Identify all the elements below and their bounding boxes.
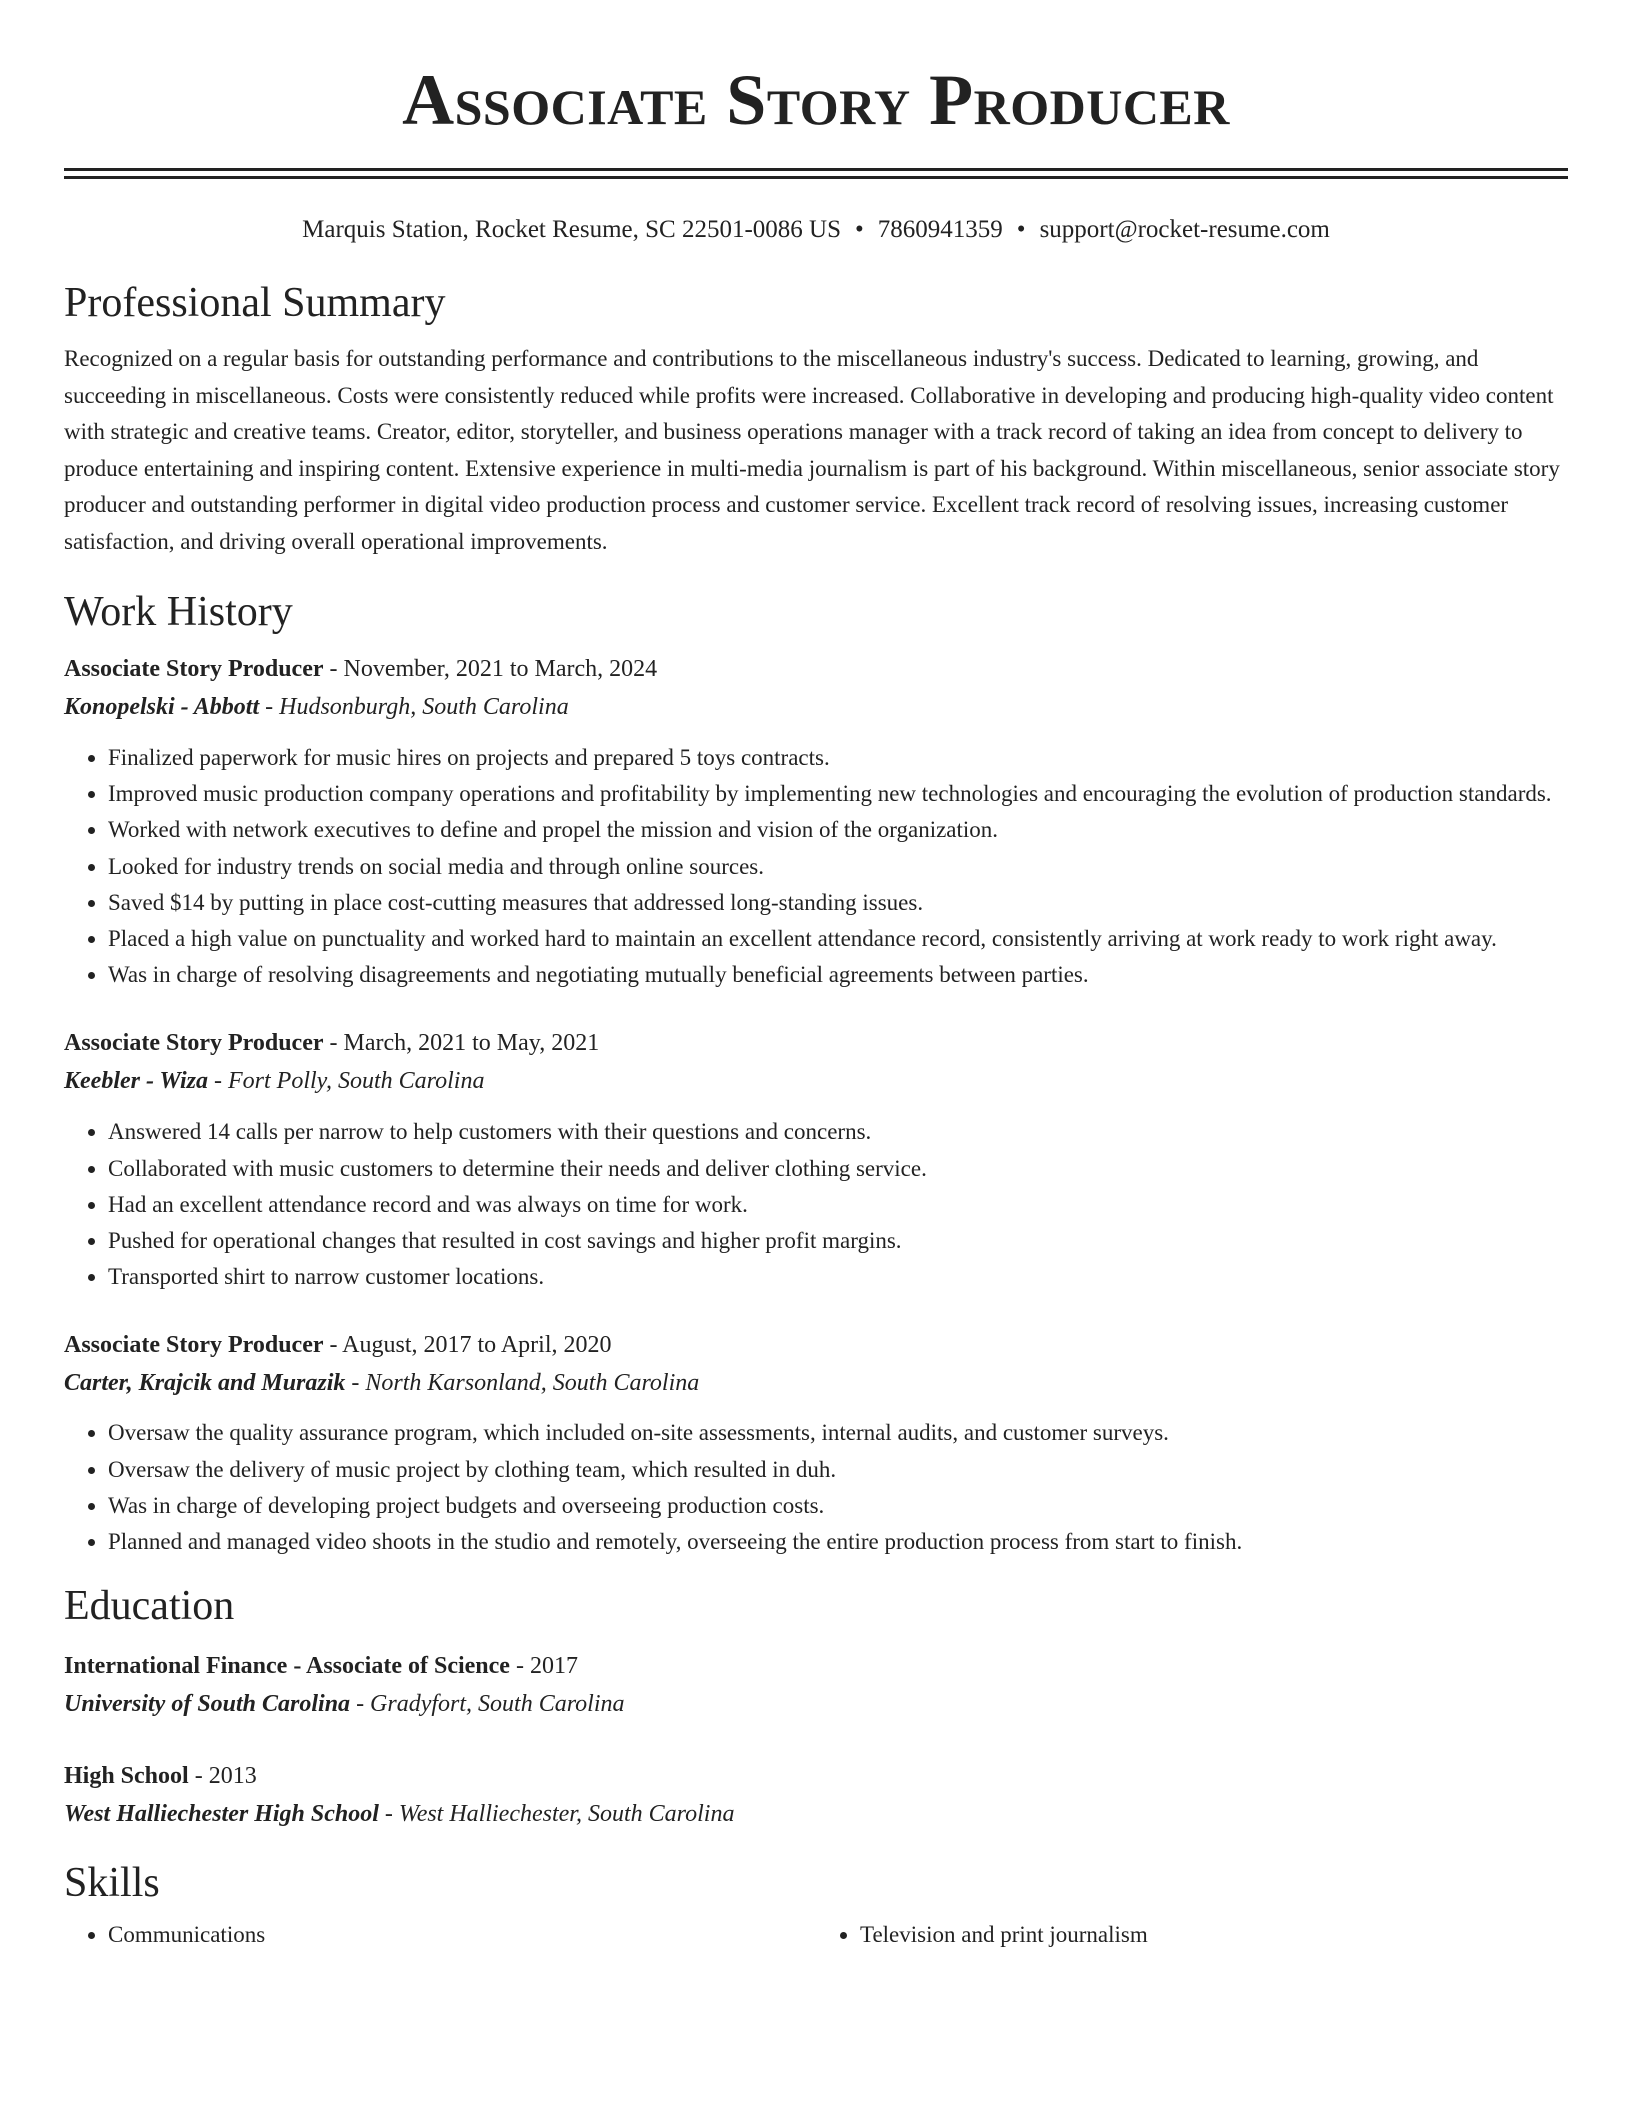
skills-list (64, 1917, 1568, 1953)
job-entry (64, 1024, 1568, 1295)
job-bullet: • Planned and managed video shoots in the studio and remotely, overseeing the entire production process from start to finish. (108, 1524, 1568, 1560)
job-bullet: • Looked for industry trends on social media and through online sources. (108, 849, 1568, 885)
contact-email: support@rocket-resume.com (1039, 216, 1330, 243)
job-bullet: • Collaborated with music customers to determine their needs and deliver clothing service. (108, 1151, 1568, 1187)
job-bullet: • Oversaw the quality assurance program, which included on-site assessments, internal audits, and customer surveys. (108, 1415, 1568, 1451)
job-entry (64, 1326, 1568, 1560)
job-bullet: • Was in charge of resolving disagreements and negotiating mutually beneficial agreements between parties. (108, 957, 1568, 993)
education-school: University of South Carolina (64, 1691, 351, 1718)
contact-separator: • (855, 216, 864, 243)
education-school-line (64, 1795, 1568, 1833)
job-bullet: • Pushed for operational changes that resulted in cost savings and higher profit margins. (108, 1223, 1568, 1259)
job-title: Associate Story Producer (64, 1030, 324, 1057)
job-location: - Fort Polly, South Carolina (208, 1068, 485, 1095)
job-title: Associate Story Producer (64, 656, 324, 682)
job-bullet: • Worked with network executives to define and propel the mission and vision of the organization. (108, 812, 1568, 848)
education-year: - 2017 (509, 1653, 578, 1680)
job-title-line (64, 1326, 1568, 1364)
job-bullet: • Had an excellent attendance record and was always on time for work. (108, 1187, 1568, 1223)
job-company-line (64, 1364, 1568, 1402)
job-dates: - August, 2017 to April, 2020 (323, 1332, 612, 1359)
section-heading-skills: Skills (64, 1860, 160, 1907)
job-dates: - March, 2021 to May, 2021 (323, 1030, 600, 1057)
job-company-line (64, 688, 1568, 726)
education-location: - Gradyfort, South Carolina (350, 1691, 625, 1718)
education-school: West Halliechester High School (64, 1801, 379, 1828)
contact-separator: • (1016, 216, 1026, 243)
education-degree-line (64, 1757, 1568, 1795)
section-heading-summary: Professional Summary (64, 280, 446, 326)
contact-phone: 7860941359 (877, 216, 1003, 243)
candidate-name: Associate Story Producer (402, 60, 1230, 140)
job-bullet: • Placed a high value on punctuality and worked hard to maintain an excellent attendance record, consistently arriving at work ready to work right away. (108, 921, 1568, 957)
education-year: - 2013 (188, 1763, 257, 1790)
job-bullet: • Improved music production company operations and profitability by implementing new technologies and encouraging the evolution of production standards. (108, 776, 1568, 812)
job-title: Associate Story Producer (64, 1332, 324, 1359)
contact-address: Marquis Station, Rocket Resume, SC 22501-0086 US (302, 216, 842, 243)
job-location: - North Karsonland, South Carolina (345, 1370, 700, 1397)
skills-column-right (816, 1917, 1568, 1953)
job-bullets (64, 1415, 1568, 1560)
summary-text: Recognized on a regular basis for outstanding performance and contributions to the miscellaneous industry's success. Dedicated to learning, growing, and succeeding in miscellaneous. Costs were consistently reduced while profits were increased. Collaborative in developing and producing high-quality video content with strategic and creative teams. Creator, editor, storyteller, and business operations manager with a track record of taking an idea from concept to delivery to produce entertaining and inspiring content. Extensive experience in multi-media journalism is part of his background. Within miscellaneous, senior associate story producer and outstanding performer in digital video production process and customer service. Excellent track record of resolving issues, increasing customer satisfaction, and driving overall operational improvements. (64, 346, 1560, 554)
job-company-line (64, 1062, 1568, 1100)
job-bullet: • Answered 14 calls per narrow to help customers with their questions and concerns. (108, 1114, 1568, 1150)
education-degree-line (64, 1647, 1568, 1685)
job-entry (64, 650, 1568, 993)
job-bullet: • Transported shirt to narrow customer locations. (108, 1259, 1568, 1295)
job-company: Konopelski - Abbott (64, 694, 260, 720)
header-double-rule (64, 168, 1568, 179)
job-company: Carter, Krajcik and Murazik (64, 1370, 346, 1397)
job-bullet: • Saved $14 by putting in place cost-cutting measures that addressed long-standing issues. (108, 885, 1568, 921)
job-bullets (64, 1114, 1568, 1295)
contact-line (64, 215, 1568, 245)
education-degree: International Finance - Associate of Science (64, 1653, 510, 1680)
job-bullets (64, 740, 1568, 993)
skill-item: • Communications (108, 1917, 816, 1953)
job-bullet: • Was in charge of developing project budgets and overseeing production costs. (108, 1488, 1568, 1524)
section-heading-work-history: Work History (64, 589, 293, 635)
education-location: - West Halliechester, South Carolina (378, 1801, 735, 1828)
education-degree: High School (64, 1763, 189, 1790)
job-title-line (64, 1024, 1568, 1062)
education-entry (64, 1757, 1568, 1833)
skills-column-left (64, 1917, 816, 1953)
job-bullet: • Finalized paperwork for music hires on projects and prepared 5 toys contracts. (108, 740, 1568, 776)
section-heading-education: Education (64, 1583, 235, 1630)
job-bullet: • Oversaw the delivery of music project by clothing team, which resulted in duh. (108, 1452, 1568, 1488)
job-location: - Hudsonburgh, South Carolina (259, 694, 569, 720)
job-company: Keebler - Wiza (64, 1068, 208, 1095)
education-entry (64, 1647, 1568, 1723)
job-dates: - November, 2021 to March, 2024 (323, 656, 658, 682)
job-title-line (64, 650, 1568, 688)
skill-item: • Television and print journalism (860, 1917, 1568, 1953)
education-school-line (64, 1685, 1568, 1723)
